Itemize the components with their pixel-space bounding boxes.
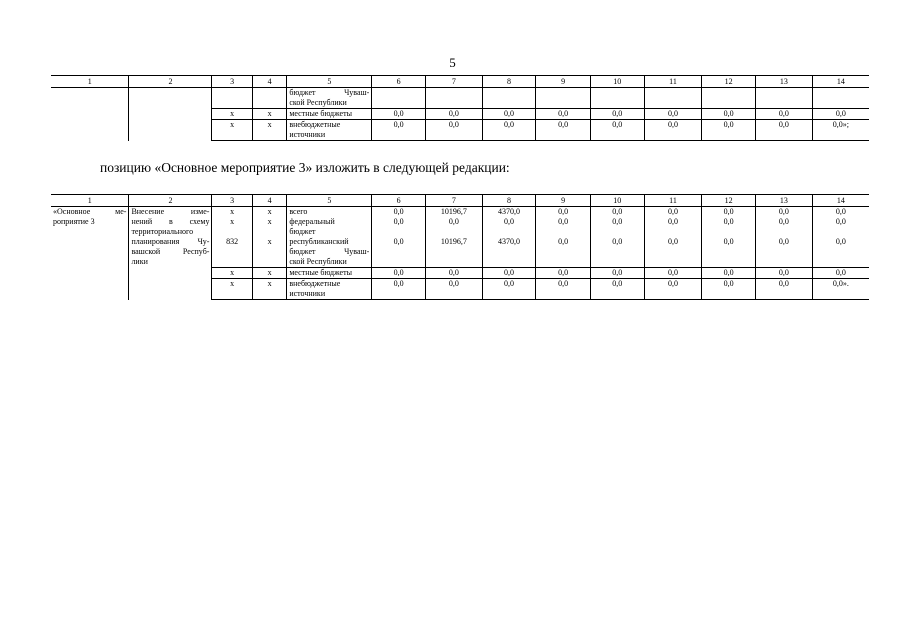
cell-value: 0,0 [590,237,644,268]
cell-value: 0,0 [755,207,812,218]
cell-value: 0,0 [812,109,869,120]
cell-line: роприятие 3 [53,217,95,226]
cell-value: 0,0 [702,237,756,268]
cell-value: 0,0 [702,120,756,141]
col-header: 10 [590,195,644,207]
cell-line: источники [289,130,326,139]
cell [812,88,869,109]
cell-line: бюджет Чуваш- [289,88,370,97]
col-header: 4 [252,195,286,207]
cell [590,88,644,109]
cell-value: 0,0 [590,120,644,141]
cell: х [252,217,286,237]
cell: х [252,109,286,120]
page-number: 5 [449,55,456,70]
cell: х [212,268,252,279]
cell-event-description [129,207,212,300]
cell-value: 0,0 [755,268,812,279]
col-header: 1 [51,76,129,88]
cell-value: 0,0 [644,120,702,141]
col-header: 7 [426,76,483,88]
col-header: 5 [287,195,372,207]
cell: х [212,207,252,218]
cell-value: 0,0 [644,217,702,237]
cell-value: 0,0 [372,207,426,218]
cell [755,88,812,109]
col-header: 12 [702,195,756,207]
cell-value: 0,0 [372,217,426,237]
col-header: 7 [426,195,483,207]
col-header: 14 [812,76,869,88]
cell: 832 [212,237,252,268]
cell-line: бюджет Чуваш- [289,247,370,256]
cell-value: 0,0 [536,237,591,268]
cell-value: 0,0». [812,279,869,300]
cell-value: 0,0 [372,120,426,141]
col-header: 2 [129,76,212,88]
table-row [51,207,869,218]
cell [536,88,591,109]
cell-value: 0,0 [426,217,483,237]
cell-value: 0,0 [812,268,869,279]
cell: х [252,207,286,218]
cell-value: 0,0 [644,279,702,300]
cell-value: 0,0 [644,109,702,120]
col-header: 3 [212,195,252,207]
col-header: 4 [252,76,286,88]
header-row [51,76,869,88]
cell-line: республиканский [289,237,349,246]
cell-value: 0,0 [536,207,591,218]
cell-line: ской Республики [289,257,347,266]
col-header: 9 [536,76,591,88]
cell-value: 0,0 [812,237,869,268]
cell: х [212,109,252,120]
cell-line: планирования Чу- [131,237,210,246]
col-header: 8 [482,76,536,88]
header-row [51,195,869,207]
col-header: 1 [51,195,129,207]
cell-source [287,88,372,109]
col-header: 9 [536,195,591,207]
cell: х [252,279,286,300]
cell-value: 10196,7 [426,207,483,218]
table-top [51,75,869,141]
cell-value: 0,0 [644,237,702,268]
cell-value: 0,0 [812,217,869,237]
cell-value: 0,0 [482,217,536,237]
cell-line: ской Республики [289,98,347,107]
table-row [51,88,869,109]
cell-value: 0,0 [482,279,536,300]
cell-value: 0,0 [536,109,591,120]
cell-value: 0,0 [755,217,812,237]
cell-line: бюджет [289,227,316,236]
cell-value: 0,0 [372,237,426,268]
cell-value: 0,0 [702,207,756,218]
col-header: 14 [812,195,869,207]
cell-source: местные бюджеты [287,268,372,279]
cell-value: 4370,0 [482,207,536,218]
cell-line: внебюджетные [289,279,341,288]
cell-line: лики [131,257,148,266]
cell: х [252,237,286,268]
amendment-sentence: позицию «Основное мероприятие 3» изложить в следующей редакции: [100,160,510,175]
cell-value: 0,0 [590,279,644,300]
cell-source [287,217,372,237]
cell [129,88,212,141]
cell: х [252,268,286,279]
cell [426,88,483,109]
cell [212,88,252,109]
cell-value: 0,0»; [812,120,869,141]
cell-line: Внесение изме- [131,207,210,216]
cell [252,88,286,109]
table-bottom [51,194,869,300]
col-header: 6 [372,76,426,88]
col-header: 5 [287,76,372,88]
cell-line: «Основное ме- [53,207,127,216]
col-header: 13 [755,195,812,207]
col-header: 11 [644,76,702,88]
cell: х [212,217,252,237]
cell-value: 4370,0 [482,237,536,268]
cell: х [252,120,286,141]
cell-value: 0,0 [482,268,536,279]
cell-value: 0,0 [536,279,591,300]
col-header: 3 [212,76,252,88]
cell-line: нений в схему [131,217,210,226]
cell: х [212,120,252,141]
cell-value: 0,0 [755,279,812,300]
cell-value: 0,0 [755,109,812,120]
cell-value: 0,0 [590,109,644,120]
cell-line: вашской Респуб- [131,247,210,256]
cell-value: 0,0 [426,109,483,120]
cell-value: 0,0 [702,109,756,120]
cell-value: 0,0 [644,268,702,279]
cell-value: 0,0 [590,207,644,218]
cell-value: 0,0 [426,279,483,300]
cell-value: 0,0 [372,268,426,279]
cell-value: 0,0 [702,279,756,300]
col-header: 11 [644,195,702,207]
cell-value: 0,0 [590,268,644,279]
col-header: 8 [482,195,536,207]
col-header: 10 [590,76,644,88]
cell-line: внебюджетные [289,120,341,129]
cell-value: 0,0 [482,120,536,141]
cell-value: 10196,7 [426,237,483,268]
cell-source [287,120,372,141]
cell-value: 0,0 [812,207,869,218]
cell-value: 0,0 [536,268,591,279]
cell-line: федеральный [289,217,335,226]
cell [702,88,756,109]
cell-value: 0,0 [755,237,812,268]
cell-value: 0,0 [426,268,483,279]
cell-line: источники [289,289,326,298]
cell-source [287,279,372,300]
cell-value: 0,0 [482,109,536,120]
cell-value: 0,0 [536,217,591,237]
cell-source [287,237,372,268]
col-header: 6 [372,195,426,207]
cell-value: 0,0 [536,120,591,141]
cell [644,88,702,109]
cell [372,88,426,109]
cell-value: 0,0 [590,217,644,237]
cell-source: местные бюджеты [287,109,372,120]
cell-value: 0,0 [426,120,483,141]
col-header: 13 [755,76,812,88]
cell-value: 0,0 [755,120,812,141]
cell-event-name [51,207,129,300]
cell-value: 0,0 [372,279,426,300]
cell-value: 0,0 [702,217,756,237]
cell [51,88,129,141]
col-header: 2 [129,195,212,207]
cell-source: всего [287,207,372,218]
cell-line: территориального [131,227,194,236]
col-header: 12 [702,76,756,88]
cell: х [212,279,252,300]
cell-value: 0,0 [372,109,426,120]
cell-value: 0,0 [702,268,756,279]
cell [482,88,536,109]
cell-value: 0,0 [644,207,702,218]
